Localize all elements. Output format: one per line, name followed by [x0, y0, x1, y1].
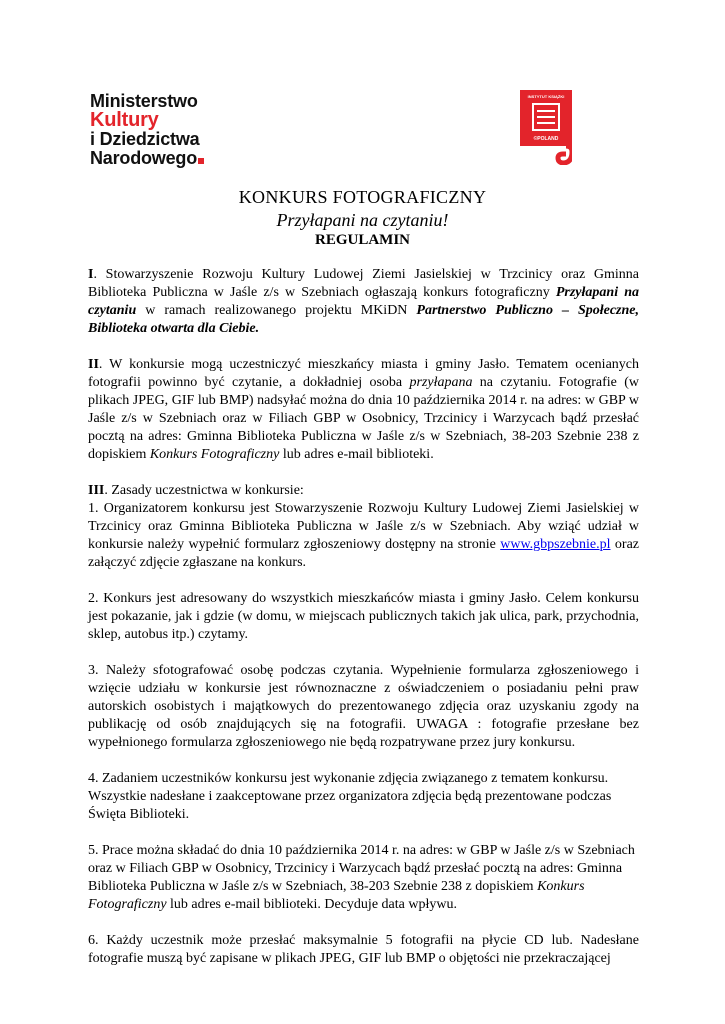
- ministry-logo: [90, 92, 204, 168]
- institute-logo-poland: ©POLAND: [533, 136, 559, 142]
- institute-logo-hook: [558, 146, 572, 163]
- section-2-italic-1: przyłapana: [409, 375, 473, 390]
- rule-1-text-2: oraz załączyć zdjęcie zgłaszane na konkurs.: [88, 537, 639, 570]
- section-1: [88, 266, 639, 338]
- section-1-text-2: w ramach realizowanego projektu MKiDN: [136, 303, 417, 318]
- section-2-text-1: . W konkursie mogą uczestniczyć mieszkańcy miasta i gminy Jasło. Tematem ocenianych fotografii powinno być czytanie, a dokładniej osoba: [88, 357, 639, 390]
- institute-logo: [520, 90, 572, 165]
- section-2-text-2: na czytaniu. Fotografie (w plikach JPEG, GIF lub BMP) nadsyłać można do dnia 10 października 2014 r. na adres: w GBP w Jaśle z/s w Szebniach oraz w Filiach GBP w Osobnicy, Trzcinicy i Warzycach bądź przesłać pocztą na adres: Gminna Biblioteka Publiczna w Jaśle z/s w Szebniach, 38-203 Szebnie 238 z dopiskiem: [88, 375, 639, 462]
- section-1-project-name: Partnerstwo Publiczno – Społeczne, Biblioteka otwarta dla Ciebie.: [88, 303, 639, 336]
- section-2: [88, 356, 639, 464]
- rule-5-text-1: 5. Prace można składać do dnia 10 października 2014 r. na adres: w GBP w Jaśle z/s w Szebniach oraz w Filiach GBP w Osobnicy, Trzcinicy i Warzycach bądź przesłać pocztą na adres: Gminna Biblioteka Publiczna w Jaśle z/s w Szebniach, 38-203 Szebnie 238 z dopiskiem: [88, 843, 635, 894]
- rule-5-text-2: lub adres e-mail biblioteki. Decyduje data wpływu.: [166, 897, 457, 912]
- website-link[interactable]: www.gbpszebnie.pl: [500, 537, 611, 552]
- rule-3: 3. Należy sfotografować osobę podczas czytania. Wypełnienie formularza zgłoszeniowego i wzięcie udziału w konkursie jest równoznaczne z oświadczeniem o posiadaniu pełni praw autorskich osobistych i majątkowych do prezentowanego zdjęcia oraz uzyskaniu zgody na publikację od osób znajdujących się na fotografii. UWAGA : fotografie przesłane bez wypełnionego formularza zgłoszeniowego nie będą rozpatrywane przez jury konkursu.: [88, 663, 639, 750]
- red-square-icon: [198, 158, 204, 164]
- ministry-logo-line1: Ministerstwo: [90, 91, 198, 111]
- section-2-number: II: [88, 357, 99, 372]
- rule-2: 2. Konkurs jest adresowany do wszystkich mieszkańców miasta i gminy Jasło. Celem konkursu jest pokazanie, jak i gdzie (w domu, w miejscach publicznych takich jak ulica, park, przychodnia, sklep, autobus itp.) czytamy.: [88, 591, 639, 642]
- regulations-body: [88, 266, 639, 986]
- rule-5: [88, 842, 639, 914]
- section-3-intro: [88, 482, 639, 500]
- section-1-contest-name: Przyłapani na czytaniu: [88, 285, 639, 318]
- page-subtitle: Przyłapani na czytaniu!: [276, 210, 449, 230]
- ministry-logo-line4: Narodowego: [90, 148, 198, 168]
- section-2-italic-2: Konkurs Fotograficzny: [149, 447, 280, 462]
- rule-6: 6. Każdy uczestnik może przesłać maksymalnie 5 fotografii na płycie CD lub. Nadesłane fotografie muszą być zapisane w plikach JPEG, GIF lub BMP o objętości nie przekraczającej: [88, 933, 639, 966]
- rule-4: 4. Zadaniem uczestników konkursu jest wykonanie zdjęcia związanego z tematem konkursu. Wszystkie nadesłane i zaakceptowane przez organizatora zdjęcia będą prezentowane podczas Święta Biblioteki.: [88, 771, 612, 822]
- section-3-number: III: [88, 483, 105, 498]
- page-title: KONKURS FOTOGRAFICZNY: [238, 187, 487, 207]
- document-type: REGULAMIN: [314, 232, 410, 248]
- ministry-logo-line3: i Dziedzictwa: [90, 129, 200, 149]
- rule-5-italic: Konkurs Fotograficzny: [88, 879, 585, 912]
- rule-1: [88, 500, 639, 572]
- ministry-logo-line2: Kultury: [90, 109, 159, 131]
- institute-logo-caption: INSTYTUT KSIĄŻKI: [527, 94, 565, 99]
- section-3-intro-text: . Zasady uczestnictwa w konkursie:: [104, 483, 304, 498]
- section-2-text-3: lub adres e-mail biblioteki.: [279, 447, 434, 462]
- rule-1-text-1: 1. Organizatorem konkursu jest Stowarzyszenie Rozwoju Kultury Ludowej Ziemi Jasielskiej w Trzcinicy oraz Gminna Biblioteka Publiczna w Jaśle z/s w Szebniach. Aby wziąć udział w konkursie należy wypełnić formularz zgłoszeniowy dostępny na stronie: [88, 501, 639, 552]
- section-1-number: I: [88, 267, 94, 282]
- section-1-text-1: . Stowarzyszenie Rozwoju Kultury Ludowej Ziemi Jasielskiej w Trzcinicy oraz Gminna Biblioteka Publiczna w Jaśle z/s w Szebniach ogłaszają konkurs fotograficzny: [88, 267, 639, 300]
